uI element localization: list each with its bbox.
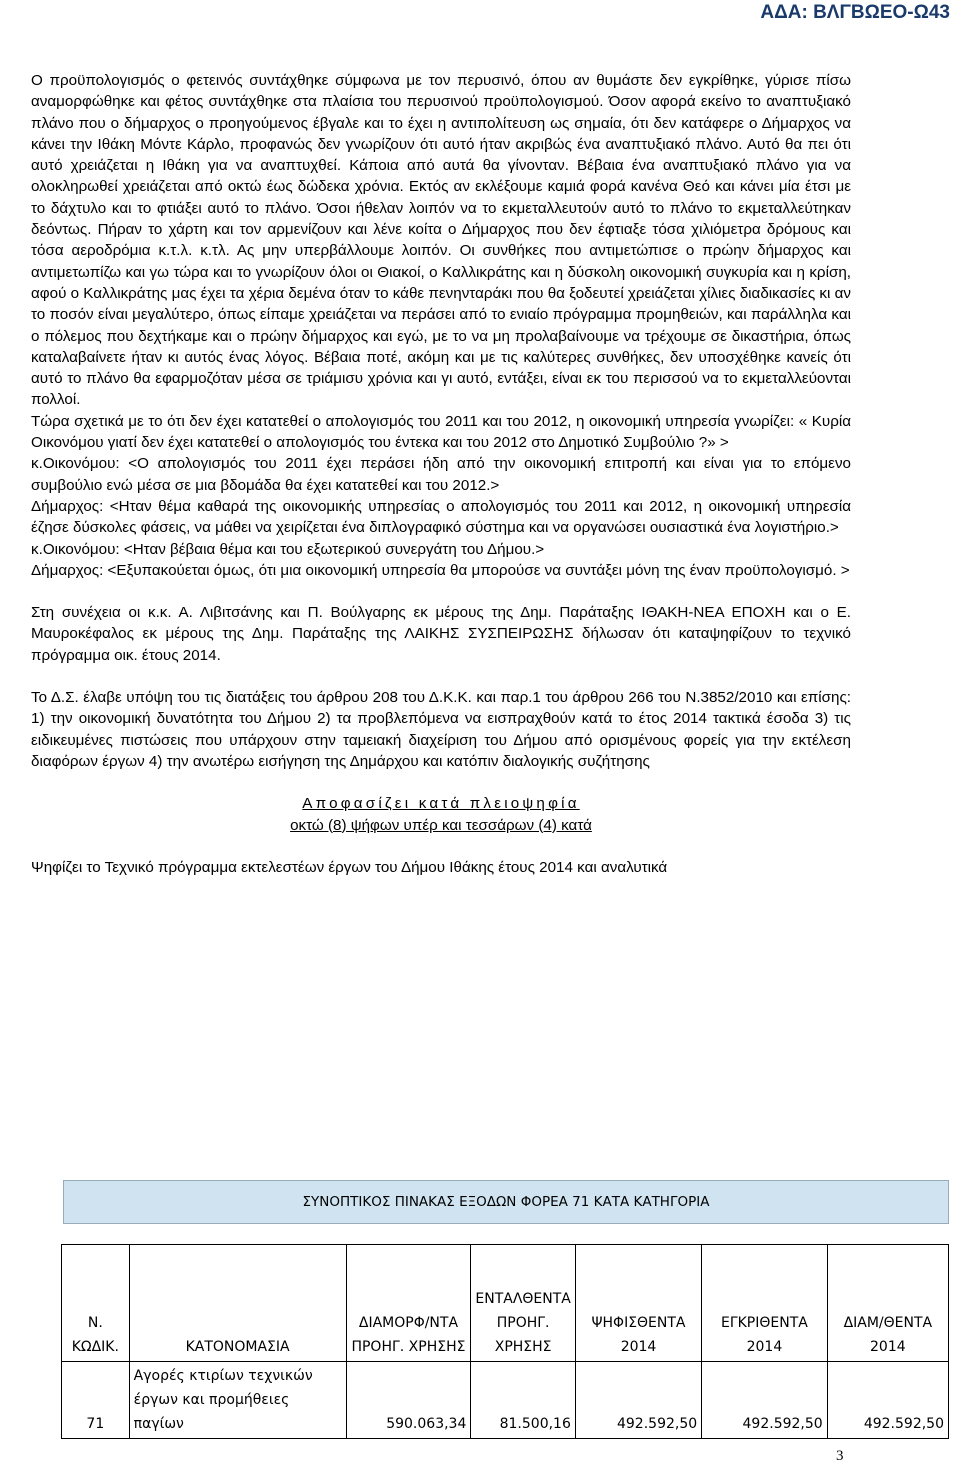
paragraph: κ.Οικονόμου: <Ο απολογισμός του 2011 έχει περάσει ήδη από την οικονομική επιτροπή και είναι για το επόμενο συμβούλιο ενώ μέσα σε μια βδομάδα θα έχει κατατεθεί και του 2012.> bbox=[31, 455, 851, 494]
col-header-name: ΚΑΤΟΝΟΜΑΣΙΑ bbox=[129, 1245, 346, 1362]
col-header-diam-2014: ΔΙΑΜ/ΘΕΝΤΑ 2014 bbox=[827, 1245, 948, 1362]
table-banner: ΣΥΝΟΠΤΙΚΟΣ ΠΙΝΑΚΑΣ ΕΞΟΔΩΝ ΦΟΡΕΑ 71 ΚΑΤΑ ΚΑΤΗΓΟΡΙΑ bbox=[63, 1180, 949, 1224]
cell-code: 71 bbox=[62, 1362, 130, 1439]
paragraph-legal-basis: Το Δ.Σ. έλαβε υπόψη του τις διατάξεις του άρθρου 208 του Δ.Κ.Κ. και παρ.1 του άρθρου 266 του Ν.3852/2010 και επίσης: 1) την οικονομική δυνατότητα του Δήμου 2) τα προβλεπόμενα να εισπραχθούν κατά το έτος 2014 τακτικά έσοδα 3) τις ειδικευμένες πιστώσεις που υπάρχουν στην ταμειακή διαχείριση του Δήμου από ορισμένους φορείς για την εκτέλεση διαφόρων έργων 4) την ανωτέρω εισήγηση της Δημάρχου και κατόπιν διαλογικής συζήτησης bbox=[31, 689, 851, 770]
col-header-entalth-prev: ΕΝΤΑΛΘΕΝΤΑ ΠΡΟΗΓ. ΧΡΗΣΗΣ bbox=[471, 1245, 576, 1362]
summary-table-section bbox=[61, 1180, 949, 1439]
page-number: 3 bbox=[836, 1448, 844, 1464]
col-header-diam-prev: ΔΙΑΜΟΡΦ/ΝΤΑ ΠΡΟΗΓ. ΧΡΗΣΗΣ bbox=[346, 1245, 471, 1362]
col-header-egkr: ΕΓΚΡΙΘΕΝΤΑ 2014 bbox=[702, 1245, 828, 1362]
cell-name: Αγορές κτιρίων τεχνικών έργων και προμήθειες παγίων bbox=[129, 1362, 346, 1439]
cell-diam-prev: 590.063,34 bbox=[346, 1362, 471, 1439]
paragraph: Δήμαρχος: <Ηταν θέμα καθαρά της οικονομικής υπηρεσίας ο απολογισμός του 2011 και 2012, η οικονομική υπηρεσία έζησε δύσκολες φάσεις, να μάθει να χειρίζεται ένα διπλογραφικό σύστημα και να οργανώσει ουσιαστικά ένα λογιστήριο.> bbox=[31, 497, 851, 537]
ada-header: ΑΔΑ: ΒΛΓΒΩΕΟ-Ω43 bbox=[760, 2, 950, 23]
paragraph: Ο προϋπολογισμός ο φετεινός συντάχθηκε σύμφωνα με τον περυσινό, όπου αν θυμάστε δεν εγκρίθηκε, γύρισε πίσω αναμορφώθηκε και φέτος συντάχθηκε στα πλαίσια του περυσινού προϋπολογισμού. Όσον αφορά εκείνο το αναπτυξιακό πλάνο που ο δήμαρχος ο προηγούμενος έβγαλε και το έχει η αντιπολίτευση ως σημαία, ότι δεν κατάφερε ο Δήμαρχος να κάνει την Ιθάκη Μόντε Κάρλο, προφανώς δεν γνωρίζουν ότι αυτό ήταν ακριβώς ένα αναπτυξιακό πλάνο. Αυτό θα πει ότι αυτό χρειάζεται η Ιθάκη για να αναπτυχθεί. Κάποια από αυτά θα γίνονταν. Βέβαια ένα αναπτυξιακό πλάνο για να ολοκληρωθεί χρειάζεται από οκτώ έως δώδεκα χρόνια. Εκτός αν εκλέξουμε καμιά φορά κανένα Θεό και κάνει μία έτσι με το δάχτυλο και το φτιάξει αυτό το πλάνο. Όσοι ήθελαν λοιπόν να το εκμεταλλευτούν αυτό το πλάνο το εκμεταλλεύτηκαν δεόντως. Πήραν το χάρτη και τον αρμενίζουν και λένε κοίτα ο Δήμαρχος που δεν έφτιαξε τόσα χιλιόμετρα δρόμους και τόσα αεροδρόμια κ.τ.λ. κ.τλ. Ας μην υπερβάλλουμε λοιπόν. Οι συνθήκες που αντιμετώπισε ο πρώην δήμαρχος και αντιμετωπίζω και γω τώρα και το γνωρίζουν όλοι οι Θιακοί, ο Καλλικράτης και η δύσκολη οικονομική συγκυρία και η κρίση, αφού ο Καλλικράτης μας έχει τα χέρια δεμένα όταν το κάθε πενηνταράκι που θα ξοδευτεί χρειάζεται χίλιες διαδικασίες κι αν το ποσόν είναι μεγαλύτερο, όπως είπαμε χρειάζεται να περάσει από το ενιαίο πρόγραμμα προμηθειών, και παράλληλα και ο πόλεμος που δεχτήκαμε και ο πρώην δήμαρχος και εγώ, με το να μη προλαβαίνουμε να τρέχουμε σε δικαστήρια, όπως καταλαβαίνετε ήταν κι αυτός ένας λόγος. Βέβαια ποτέ, ακόμη και με τις καλύτερες συνθήκες, δεν υποσχέθηκε κανείς ότι αυτό το πλάνο θα εφαρμοζόταν μέσα σε τριάμισυ χρόνια και γι αυτό, εντάξει, είναι εκ του περισσού να το εκμεταλλεύονται πολλοί. bbox=[31, 72, 851, 409]
paragraph: Τώρα σχετικά με το ότι δεν έχει κατατεθεί ο απολογισμός του 2011 και του 2012, η οικονομική υπηρεσία γνωρίζει: « Κυρία Οικονόμου γιατί δεν έχει κατατεθεί ο απολογισμός του έντεκα και του 2012 στο Δημοτικό Συμβούλιο ?» > bbox=[31, 412, 851, 452]
cell-egkr: 492.592,50 bbox=[702, 1362, 828, 1439]
col-header-psif: ΨΗΦΙΣΘΕΝΤΑ 2014 bbox=[575, 1245, 701, 1362]
decision-title: Αποφασίζει κατά πλειοψηφία bbox=[302, 795, 580, 813]
col-header-code: Ν. ΚΩΔΙΚ. bbox=[62, 1245, 130, 1362]
table-header-row bbox=[62, 1245, 949, 1362]
paragraph: κ.Οικονόμου: <Ηταν βέβαια θέμα και του εξωτερικού συνεργάτη του Δήμου.> bbox=[31, 540, 545, 558]
decision-votes: οκτώ (8) ψήφων υπέρ και τεσσάρων (4) κατά bbox=[290, 816, 592, 834]
table-row bbox=[62, 1362, 949, 1439]
expenses-table bbox=[61, 1244, 949, 1439]
paragraph: Δήμαρχος: <Εξυπακούεται όμως, ότι μια οικονομική υπηρεσία θα μπορούσε να συντάξει μόνη της έναν προϋπολογισμό. > bbox=[31, 561, 850, 579]
document-body bbox=[31, 70, 851, 878]
cell-psif: 492.592,50 bbox=[575, 1362, 701, 1439]
paragraph-approval: Ψηφίζει το Τεχνικό πρόγραμμα εκτελεστέων έργων του Δήμου Ιθάκης έτους 2014 και αναλυτικά bbox=[31, 858, 668, 876]
paragraph-votes-against: Στη συνέχεια οι κ.κ. Α. Λιβιτσάνης και Π. Βούλγαρης εκ μέρους της Δημ. Παράταξης ΙΘΑΚΗ-ΝΕΑ ΕΠΟΧΗ και ο Ε. Μαυροκέφαλος εκ μέρους της Δημ. Παράταξης της ΛΑΙΚΗΣ ΣΥΣΠΕΙΡΩΣΗΣ δήλωσαν ότι καταψηφίζουν το τεχνικό πρόγραμμα οικ. έτους 2014. bbox=[31, 604, 851, 664]
cell-entalth-prev: 81.500,16 bbox=[471, 1362, 576, 1439]
cell-diam-2014: 492.592,50 bbox=[827, 1362, 948, 1439]
